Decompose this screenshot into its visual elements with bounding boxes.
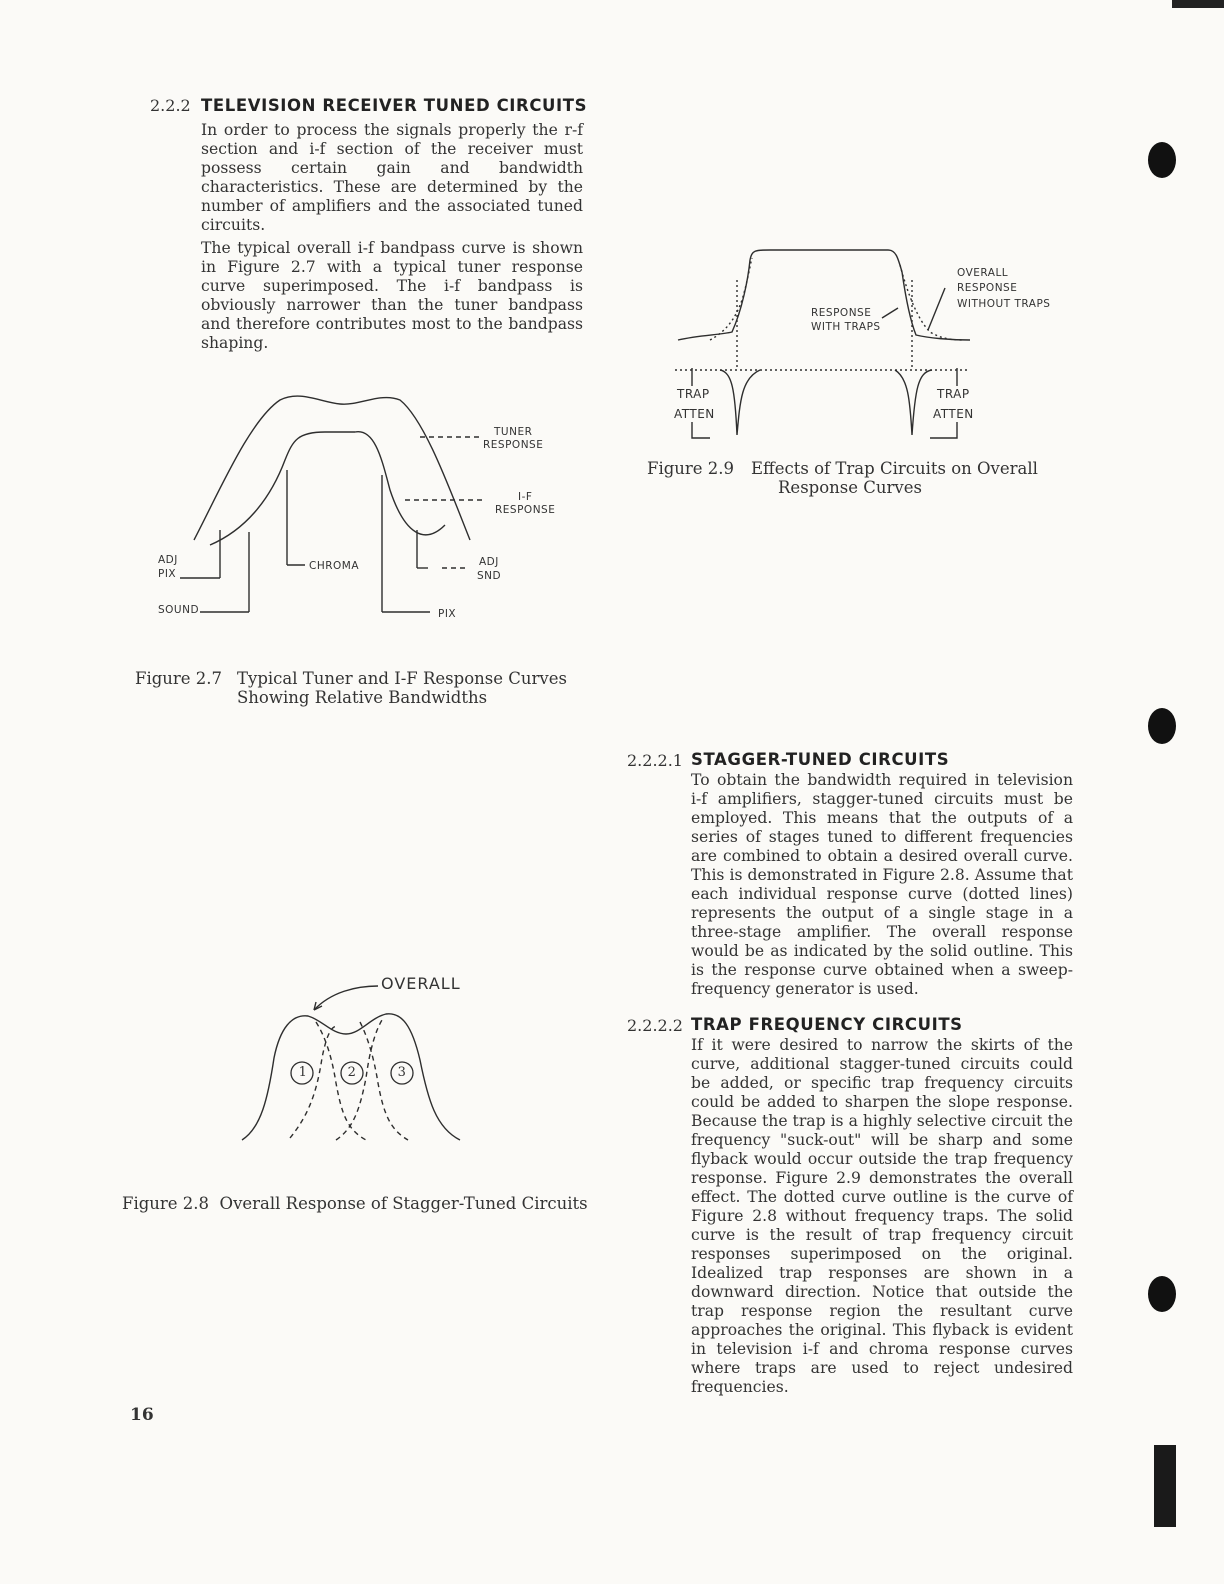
circled-number-3: 3 — [397, 1065, 407, 1080]
figure-caption: Figure 2.9 — [647, 459, 735, 478]
if-response-curve — [210, 432, 445, 545]
chroma-label: CHROMA — [309, 560, 360, 572]
adj-pix-label: ADJ — [158, 554, 178, 566]
trap-response-left — [720, 370, 760, 435]
response-with-traps-label: RESPONSE — [811, 307, 872, 319]
figure-caption: Response Curves — [778, 478, 922, 497]
section-heading: TELEVISION RECEIVER TUNED CIRCUITS — [201, 96, 588, 115]
stage-curve-1 — [290, 1026, 336, 1138]
overall-response-label: OVERALL — [957, 267, 1009, 279]
circled-number-1: 1 — [298, 1065, 308, 1080]
trap-atten-label: TRAP — [937, 387, 970, 401]
stage-curve-2 — [316, 1022, 366, 1140]
sound-label: SOUND — [158, 604, 200, 616]
trap-atten-label: ATTEN — [933, 407, 974, 421]
scan-edge-mark — [1172, 0, 1224, 8]
overall-response-label: RESPONSE — [957, 282, 1018, 294]
section-heading: TRAP FREQUENCY CIRCUITS — [691, 1015, 963, 1034]
figure-2-8-diagram — [236, 974, 466, 1148]
tuner-response-label: RESPONSE — [483, 439, 544, 451]
tuner-response-curve — [194, 396, 470, 540]
figure-caption: Figure 2.8 Overall Response of Stagger-Tuned Circuits — [122, 1194, 588, 1213]
overall-response-label: WITHOUT TRAPS — [957, 298, 1051, 310]
figure-caption: Showing Relative Bandwidths — [237, 688, 488, 707]
section-number: 2.2.2.2 — [627, 1016, 683, 1035]
response-with-traps-label: WITH TRAPS — [811, 321, 881, 333]
if-response-label: RESPONSE — [495, 504, 556, 516]
scan-edge-mark — [1154, 1445, 1176, 1527]
section-number: 2.2.2.1 — [627, 751, 683, 770]
section-number: 2.2.2 — [150, 96, 191, 115]
binding-hole — [1148, 1276, 1176, 1312]
adj-snd-label: SND — [477, 570, 502, 582]
paragraph: In order to process the signals properly the r-f section and i-f section of the receiver must possess certain gain and bandwidth characteristics. These are determined by the number of amplifiers and the associated tuned circuits. — [201, 121, 583, 234]
response-without-traps-curve — [710, 258, 752, 340]
page-number: 16 — [130, 1405, 154, 1425]
trap-atten-label: ATTEN — [674, 407, 715, 421]
trap-response-right — [895, 370, 932, 435]
overall-label: OVERALL — [381, 974, 461, 993]
trap-atten-label: TRAP — [677, 387, 710, 401]
figure-caption: Effects of Trap Circuits on Overall — [751, 459, 1038, 478]
figure-caption: Typical Tuner and I-F Response Curves — [237, 669, 567, 688]
circled-number-2: 2 — [347, 1065, 357, 1080]
binding-hole — [1148, 142, 1176, 178]
paragraph: To obtain the bandwidth required in television i-f amplifiers, stagger-tuned circuits must be employed. This means that the outputs of a series of stages tuned to different frequencies are combined to obtain a desired overall curve. This is demonstrated in Figure 2.8. Assume that each individual response curve (dotted lines) represents the output of a single stage in a three-stage amplifier. The overall response would be as indicated by the solid outline. This is the response curve obtained when a sweep-frequency generator is used. — [691, 771, 1073, 998]
pix-label: PIX — [438, 608, 457, 620]
adj-snd-label: ADJ — [479, 556, 499, 568]
tuner-response-label: TUNER — [494, 426, 533, 438]
binding-hole — [1148, 708, 1176, 744]
adj-pix-label: PIX — [158, 568, 177, 580]
paragraph: The typical overall i-f bandpass curve is shown in Figure 2.7 with a typical tuner response curve superimposed. The i-f bandpass is obviously narrower than the tuner bandpass and therefore contributes most to the bandpass shaping. — [201, 239, 583, 352]
figure-caption: Figure 2.7 — [135, 669, 223, 688]
section-heading: STAGGER-TUNED CIRCUITS — [691, 750, 950, 769]
if-response-label: I-F — [518, 491, 533, 503]
paragraph: If it were desired to narrow the skirts of the curve, additional stagger-tuned circuits could be added, or specific trap frequency circuits could be added to sharpen the slope response. Because the trap is a highly selective circuit the frequency "suck-out" will be sharp and some flyback would occur outside the trap frequency response. Figure 2.9 demonstrates the overall effect. The dotted curve outline is the curve of Figure 2.8 without frequency traps. The solid curve is the result of trap frequency circuit responses superimposed on the original. Idealized trap responses are shown in a downward direction. Notice that outside the trap response region the resultant curve approaches the original. This flyback is evident in television i-f and chroma response curves where traps are used to reject undesired frequencies. — [691, 1036, 1073, 1396]
